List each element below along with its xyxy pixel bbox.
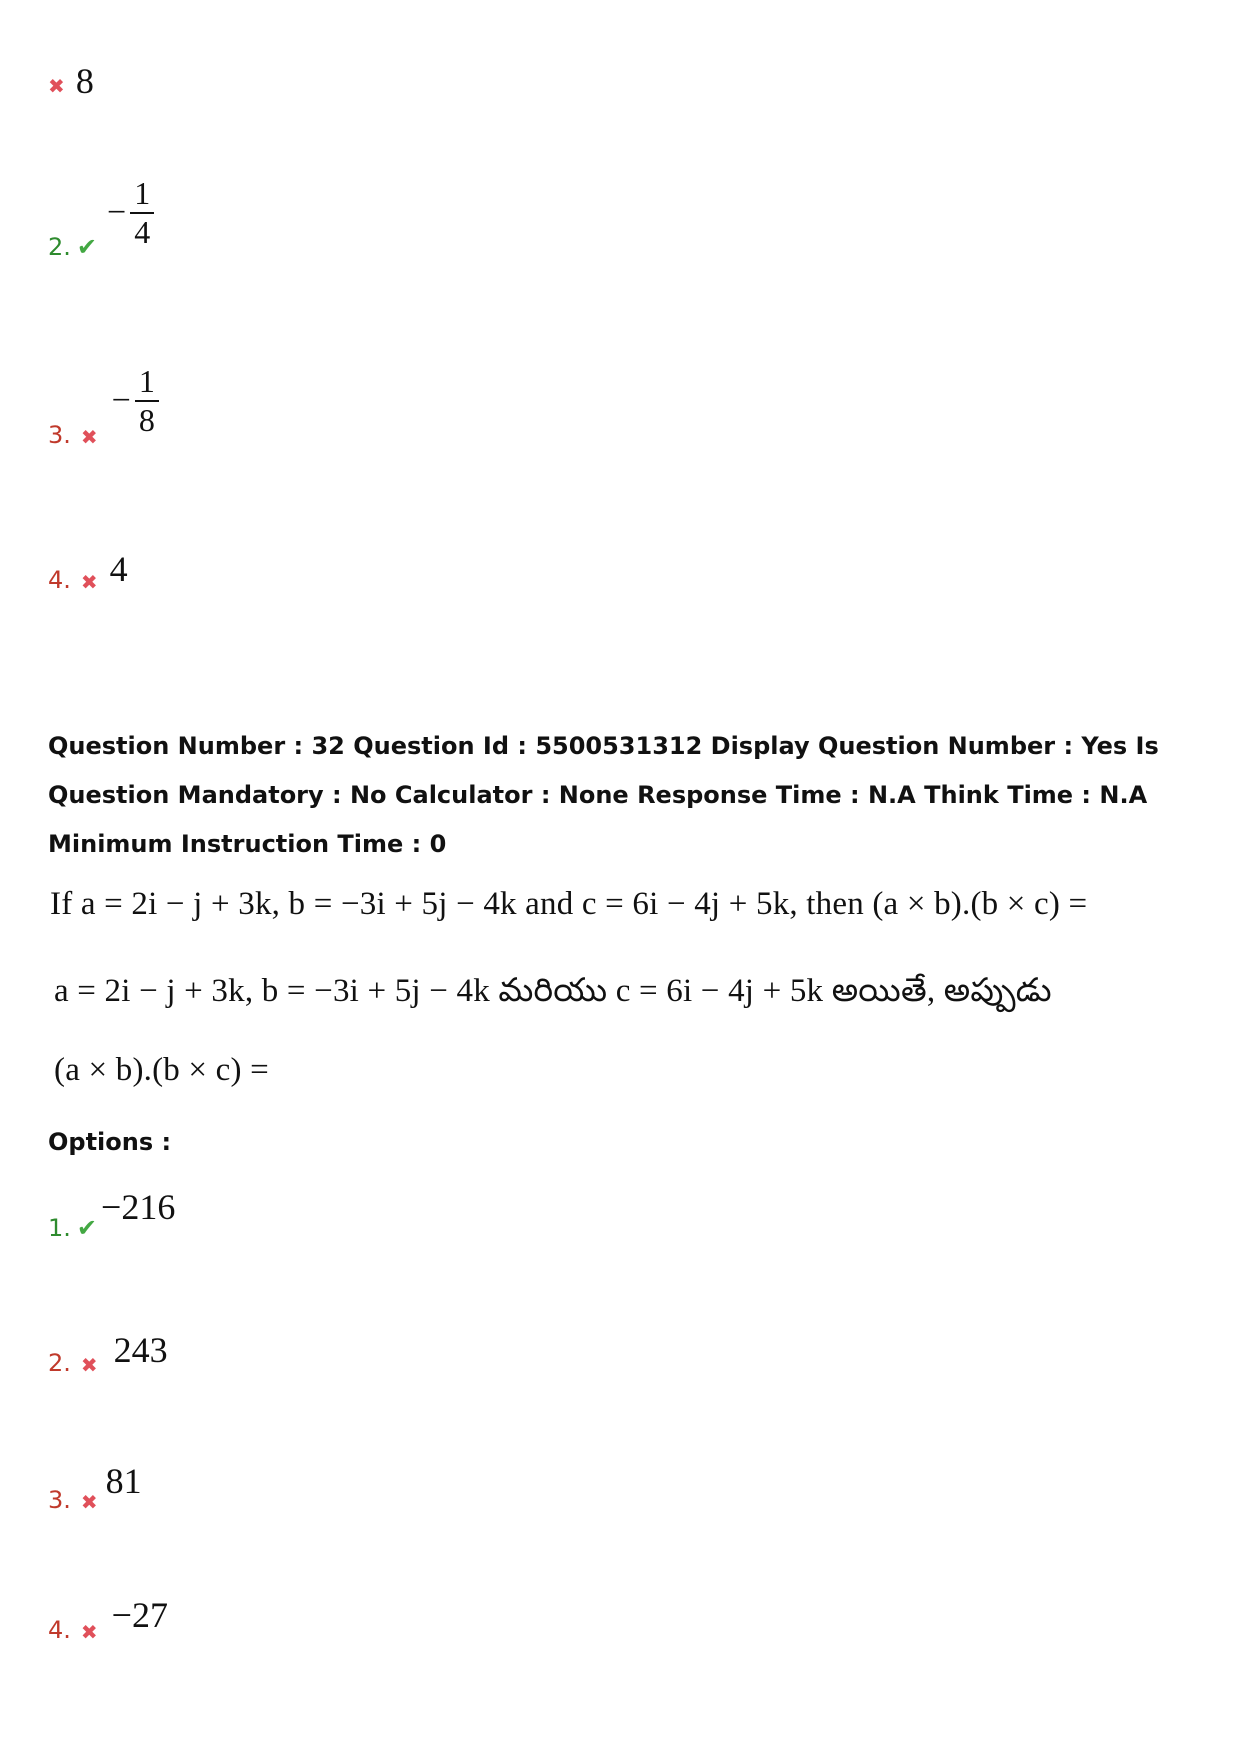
cross-icon: ✖ (80, 1353, 98, 1377)
option-value: 243 (113, 1330, 168, 1370)
option-value: −27 (111, 1595, 168, 1635)
cross-icon: ✖ (80, 570, 98, 594)
option-number: 4. (48, 566, 71, 594)
option-value: −216 (101, 1187, 176, 1227)
option-4 (48, 1595, 168, 1644)
cross-icon: ✖ (80, 424, 98, 449)
prev-option-3 (48, 363, 159, 449)
option-number: 1. (48, 1214, 71, 1242)
question-english: If a = 2i − j + 3k, b = −3i + 5j − 4k and c = 6i − 4j + 5k, then (a × b).(b × c) = (50, 886, 1088, 922)
question-telugu: a = 2i − j + 3k, b = −3i + 5j − 4k మరియు c = 6i − 4j + 5k అయితే, అప్పుడు (54, 973, 1052, 1009)
cross-icon: ✖ (48, 74, 65, 98)
option-number: 3. (48, 1486, 71, 1514)
check-icon: ✔ (76, 232, 98, 261)
option-fraction: − $\frac{1}{4}$ (107, 175, 154, 251)
option-number: 4. (48, 1616, 71, 1644)
option-number: 3. (48, 420, 71, 449)
option-value: 4 (109, 549, 128, 589)
option-value: 8 (75, 61, 94, 101)
question-meta: Question Number : 32 Question Id : 5500531312 Display Question Number : Yes Is Question Mandatory : No Calculator : None Response Time : N.A Think Time : N.A Minimum Instruction Time : 0 (48, 732, 1159, 858)
option-number: 2. (48, 232, 71, 261)
option-1 (48, 1187, 176, 1242)
options-label: Options : (48, 1128, 172, 1156)
check-icon: ✔ (76, 1214, 98, 1242)
option-fraction: − $\frac{1}{8}$ (112, 363, 159, 439)
question-telugu-continued: (a × b).(b × c) = (54, 1052, 269, 1088)
prev-option-4 (48, 549, 128, 594)
option-3 (48, 1461, 142, 1514)
prev-option-1 (48, 60, 94, 102)
cross-icon: ✖ (80, 1620, 98, 1644)
option-2 (48, 1330, 168, 1377)
option-number: 2. (48, 1349, 71, 1377)
option-value: 81 (105, 1461, 142, 1501)
cross-icon: ✖ (80, 1490, 98, 1514)
prev-option-2 (48, 175, 154, 261)
